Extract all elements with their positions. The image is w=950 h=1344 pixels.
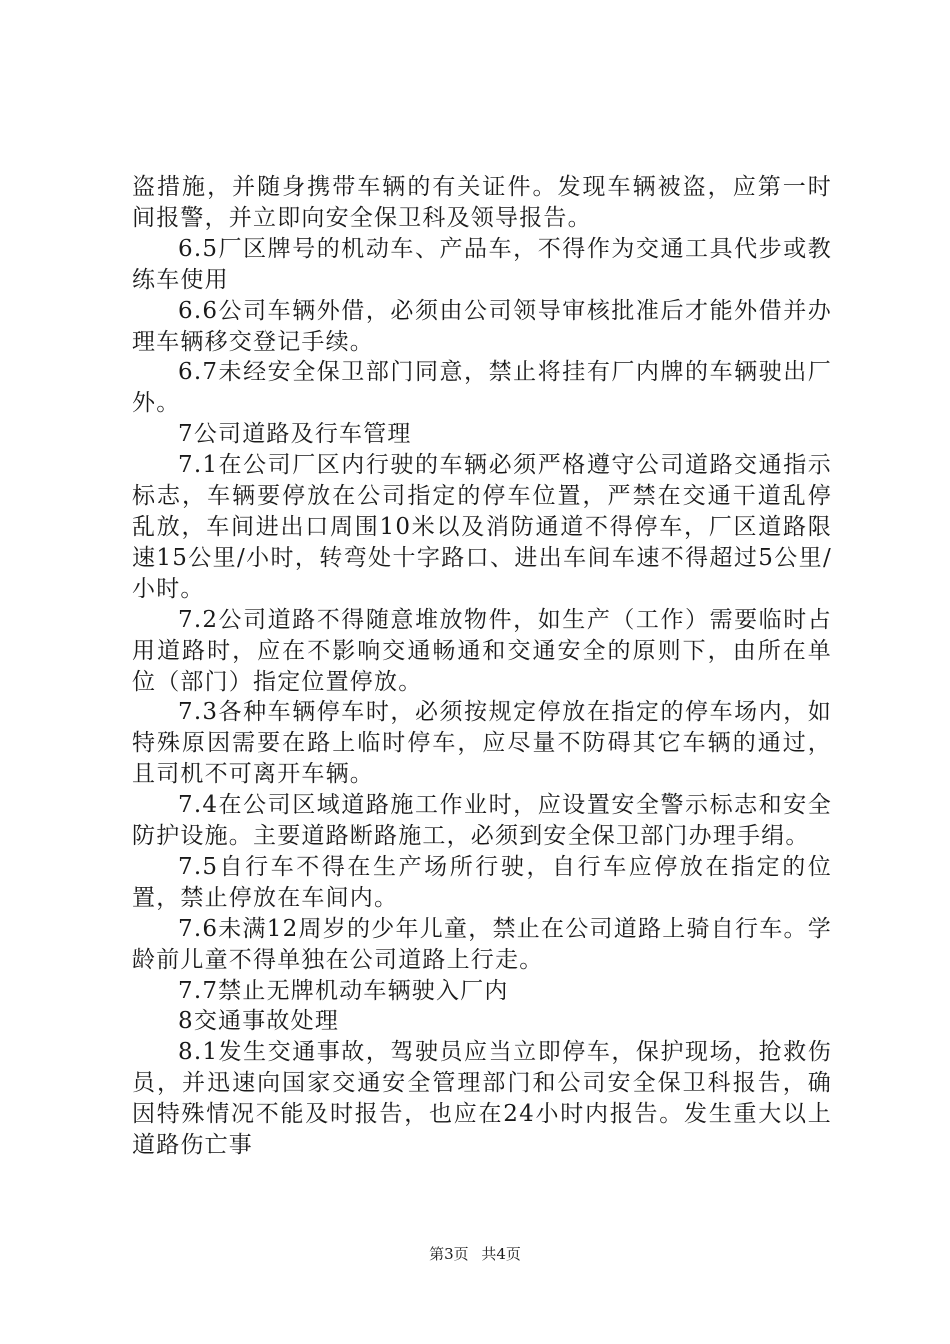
paragraph-7-7: 7.7禁止无牌机动车辆驶入厂内 [178,977,509,1004]
paragraph-2: 6.5厂区牌号的机动车、产品车，不得作为交通工具代步或教练车使用 [132,235,832,293]
section-heading-8: 8交通事故处理 [178,1008,340,1035]
section-heading-7: 7公司道路及行车管理 [178,421,412,448]
page-number-current: 第3页 [429,1245,469,1263]
paragraph-4: 6.7未经安全保卫部门同意，禁止将挂有厂内牌的车辆驶出厂外。 [132,359,832,417]
paragraph-3: 6.6公司车辆外借，必须由公司领导审核批准后才能外借并办理车辆移交登记手续。 [132,297,832,355]
page-footer [0,1243,950,1264]
page-number-total: 共4页 [481,1245,521,1263]
paragraph-8-1: 8.1发生交通事故，驾驶员应当立即停车，保护现场，抢救伤员，并迅速向国家交通安全管理部门和公司安全保卫科报告，确因特殊情况不能及时报告，也应在24小时内报告。发生重大以上道路伤亡事 [132,1039,832,1159]
paragraph-7-4: 7.4在公司区域道路施工作业时，应设置安全警示标志和安全防护设施。主要道路断路施工，必须到安全保卫部门办理手绢。 [132,792,832,850]
document-body [132,172,832,1161]
paragraph-1: 盗措施，并随身携带车辆的有关证件。发现车辆被盗，应第一时间报警，并立即向安全保卫科及领导报告。 [132,174,832,231]
paragraph-7-5: 7.5自行车不得在生产场所行驶，自行车应停放在指定的位置，禁止停放在车间内。 [132,853,832,911]
paragraph-7-3: 7.3各种车辆停车时，必须按规定停放在指定的停车场内，如特殊原因需要在路上临时停车，应尽量不防碍其它车辆的通过，且司机不可离开车辆。 [132,699,832,788]
paragraph-7-6: 7.6未满12周岁的少年儿童，禁止在公司道路上骑自行车。学龄前儿童不得单独在公司道路上行走。 [132,915,832,973]
paragraph-7-2: 7.2公司道路不得随意堆放物件，如生产（工作）需要临时占用道路时，应在不影响交通畅通和交通安全的原则下，由所在单位（部门）指定位置停放。 [132,606,832,695]
paragraph-7-1: 7.1在公司厂区内行驶的车辆必须严格遵守公司道路交通指示标志，车辆要停放在公司指定的停车位置，严禁在交通干道乱停乱放，车间进出口周围10米以及消防通道不得停车，厂区道路限速15公里/小时，转弯处十字路口、进出车间车速不得超过5公里/小时。 [132,452,832,602]
